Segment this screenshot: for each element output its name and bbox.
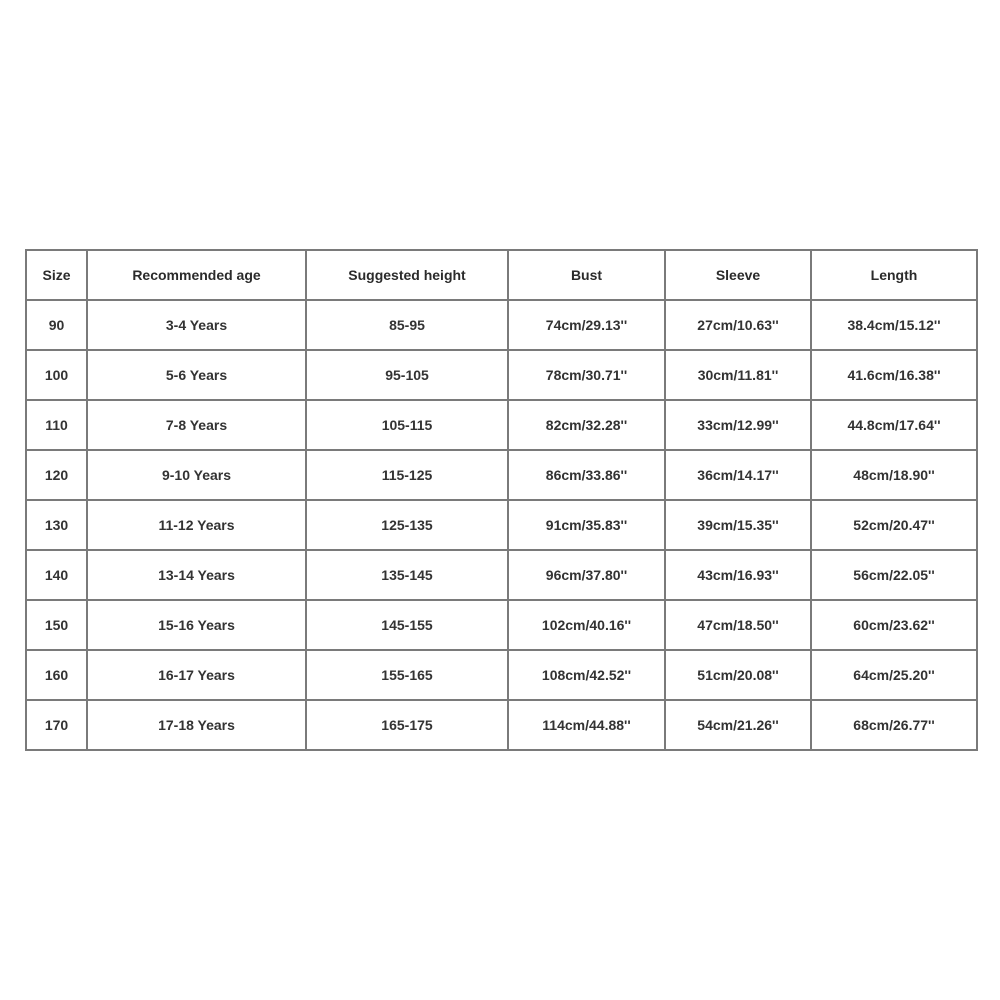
cell-suggested-height: 95-105 (306, 350, 508, 400)
size-chart-body (26, 300, 977, 750)
cell-sleeve: 39cm/15.35'' (665, 500, 811, 550)
cell-sleeve: 47cm/18.50'' (665, 600, 811, 650)
size-chart-table (25, 249, 978, 751)
cell-recommended-age: 3-4 Years (87, 300, 306, 350)
header-row (26, 250, 977, 300)
cell-bust: 96cm/37.80'' (508, 550, 665, 600)
cell-recommended-age: 11-12 Years (87, 500, 306, 550)
cell-bust: 102cm/40.16'' (508, 600, 665, 650)
cell-length: 38.4cm/15.12'' (811, 300, 977, 350)
cell-size: 170 (26, 700, 87, 750)
cell-sleeve: 30cm/11.81'' (665, 350, 811, 400)
cell-length: 41.6cm/16.38'' (811, 350, 977, 400)
cell-sleeve: 27cm/10.63'' (665, 300, 811, 350)
table-row (26, 650, 977, 700)
table-row (26, 350, 977, 400)
table-row (26, 300, 977, 350)
table-row (26, 400, 977, 450)
cell-size: 140 (26, 550, 87, 600)
cell-sleeve: 33cm/12.99'' (665, 400, 811, 450)
cell-length: 60cm/23.62'' (811, 600, 977, 650)
cell-length: 48cm/18.90'' (811, 450, 977, 500)
cell-sleeve: 54cm/21.26'' (665, 700, 811, 750)
size-chart-header (26, 250, 977, 300)
cell-sleeve: 43cm/16.93'' (665, 550, 811, 600)
header-recommended-age: Recommended age (87, 250, 306, 300)
cell-recommended-age: 9-10 Years (87, 450, 306, 500)
cell-bust: 78cm/30.71'' (508, 350, 665, 400)
cell-bust: 86cm/33.86'' (508, 450, 665, 500)
cell-bust: 108cm/42.52'' (508, 650, 665, 700)
cell-recommended-age: 16-17 Years (87, 650, 306, 700)
header-bust: Bust (508, 250, 665, 300)
cell-suggested-height: 125-135 (306, 500, 508, 550)
cell-bust: 91cm/35.83'' (508, 500, 665, 550)
cell-bust: 82cm/32.28'' (508, 400, 665, 450)
cell-suggested-height: 115-125 (306, 450, 508, 500)
cell-size: 90 (26, 300, 87, 350)
cell-suggested-height: 105-115 (306, 400, 508, 450)
table-row (26, 500, 977, 550)
cell-bust: 114cm/44.88'' (508, 700, 665, 750)
cell-suggested-height: 135-145 (306, 550, 508, 600)
header-sleeve: Sleeve (665, 250, 811, 300)
header-length: Length (811, 250, 977, 300)
cell-suggested-height: 155-165 (306, 650, 508, 700)
cell-size: 130 (26, 500, 87, 550)
cell-recommended-age: 5-6 Years (87, 350, 306, 400)
cell-size: 120 (26, 450, 87, 500)
cell-bust: 74cm/29.13'' (508, 300, 665, 350)
cell-recommended-age: 13-14 Years (87, 550, 306, 600)
cell-length: 56cm/22.05'' (811, 550, 977, 600)
table-row (26, 700, 977, 750)
cell-suggested-height: 165-175 (306, 700, 508, 750)
cell-suggested-height: 85-95 (306, 300, 508, 350)
cell-size: 110 (26, 400, 87, 450)
table-row (26, 600, 977, 650)
header-size: Size (26, 250, 87, 300)
cell-length: 44.8cm/17.64'' (811, 400, 977, 450)
table-row (26, 450, 977, 500)
cell-length: 68cm/26.77'' (811, 700, 977, 750)
header-suggested-height: Suggested height (306, 250, 508, 300)
cell-sleeve: 51cm/20.08'' (665, 650, 811, 700)
cell-length: 52cm/20.47'' (811, 500, 977, 550)
cell-size: 100 (26, 350, 87, 400)
cell-size: 160 (26, 650, 87, 700)
cell-size: 150 (26, 600, 87, 650)
cell-sleeve: 36cm/14.17'' (665, 450, 811, 500)
cell-suggested-height: 145-155 (306, 600, 508, 650)
cell-recommended-age: 17-18 Years (87, 700, 306, 750)
table-row (26, 550, 977, 600)
cell-recommended-age: 7-8 Years (87, 400, 306, 450)
cell-length: 64cm/25.20'' (811, 650, 977, 700)
cell-recommended-age: 15-16 Years (87, 600, 306, 650)
